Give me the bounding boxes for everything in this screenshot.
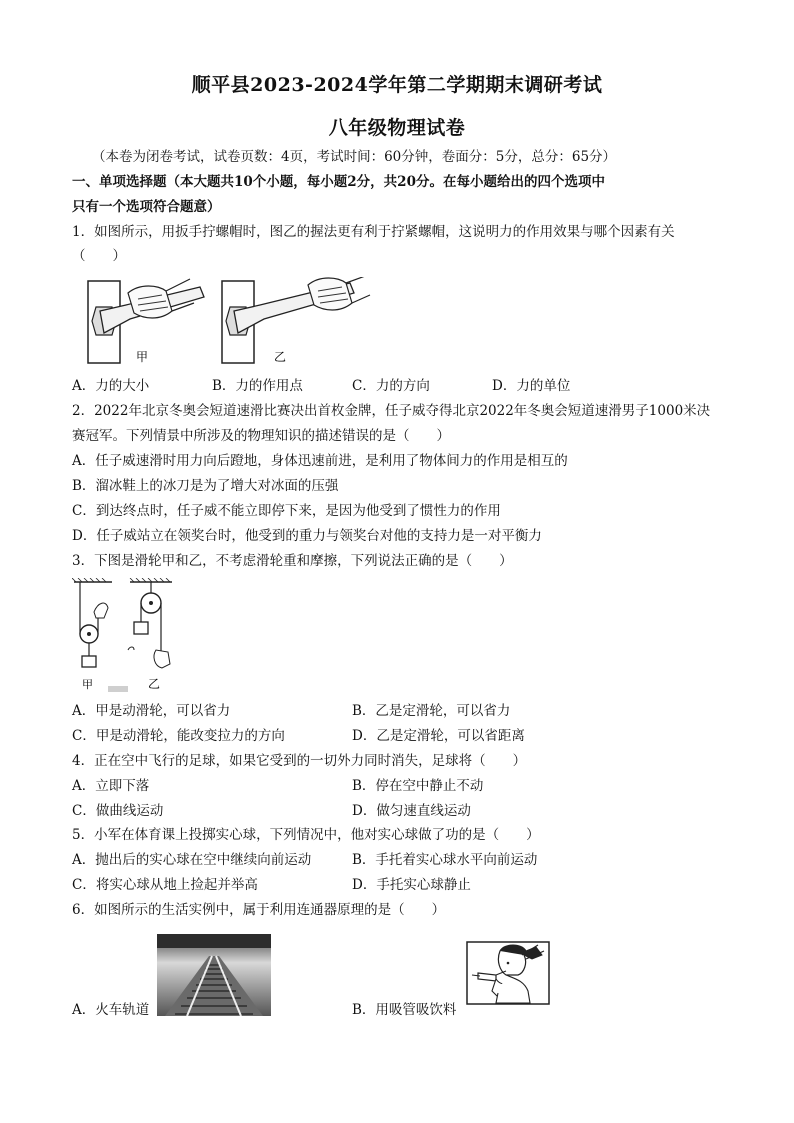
q3-option-b: B．乙是定滑轮，可以省力	[352, 703, 511, 719]
q3-pulley-figure	[72, 578, 192, 696]
q2-stem-line1: 2．2022年北京冬奥会短道速滑比赛决出首枚金牌，任子威夺得北京2022年冬奥会短道速滑男子1000米决	[72, 403, 711, 419]
q5-option-a: A．抛出后的实心球在空中继续向前运动	[72, 852, 312, 868]
q3-weight-yi	[134, 622, 148, 634]
q1-hand-jia	[128, 286, 172, 318]
q1-stem-line2: （ ）	[72, 248, 126, 264]
q4-option-a: A．立即下落	[72, 778, 150, 794]
q6-stem: 6．如图所示的生活实例中，属于利用连通器原理的是（ ）	[72, 902, 446, 918]
section-heading-line2: 只有一个选项符合题意）	[72, 199, 221, 215]
q3-stem: 3．下图是滑轮甲和乙，不考虑滑轮重和摩擦，下列说法正确的是（ ）	[72, 553, 513, 569]
q4-option-c: C．做曲线运动	[72, 803, 164, 819]
q1-option-c: C．力的方向	[352, 378, 430, 394]
q3-scan-mark	[108, 686, 128, 692]
q1-label-jia: 甲	[136, 350, 149, 364]
exam-subtitle: 八年级物理试卷	[328, 117, 466, 139]
q3-weight-jia	[82, 656, 96, 667]
q5-option-d: D．手托实心球静止	[352, 877, 471, 893]
q3-option-c: C．甲是动滑轮，能改变拉力的方向	[72, 728, 285, 744]
q3-label-yi: 乙	[148, 677, 161, 691]
q1-wrench-figure	[82, 277, 372, 372]
q3-hand-yi	[154, 650, 170, 668]
q5-stem: 5．小军在体育课上投掷实心球，下列情况中，他对实心球做了功的是（ ）	[72, 827, 540, 843]
q1-option-a: A．力的大小	[72, 378, 150, 394]
q4-stem: 4．正在空中飞行的足球，如果它受到的一切外力同时消失，足球将（ ）	[72, 753, 527, 769]
q1-option-b: B．力的作用点	[212, 378, 303, 394]
section-heading-line1: 一、单项选择题（本大题共10个小题，每小题2分，共20分。在每小题给出的四个选项中	[72, 174, 605, 190]
q1-stem-line1: 1．如图所示，用扳手拧螺帽时，图乙的握法更有利于拧紧螺帽，这说明力的作用效果与哪个因素有关	[72, 224, 675, 240]
q4-option-d: D．做匀速直线运动	[352, 803, 471, 819]
q3-option-a: A．甲是动滑轮，可以省力	[72, 703, 231, 719]
q2-option-c: C．到达终点时，任子威不能立即停下来，是因为他受到了惯性力的作用	[72, 503, 501, 519]
q2-option-b: B．溜冰鞋上的冰刀是为了增大对冰面的压强	[72, 478, 339, 494]
exam-title: 顺平县2023-2024学年第二学期期末调研考试	[191, 74, 603, 96]
q6-option-a: A．火车轨道	[72, 1002, 150, 1018]
q5-option-b: B．手托着实心球水平向前运动	[352, 852, 538, 868]
q5-option-c: C．将实心球从地上捡起并举高	[72, 877, 258, 893]
q2-stem-line2: 赛冠军。下列情景中所涉及的物理知识的描述错误的是（ ）	[72, 428, 450, 444]
q3-hand-jia	[94, 603, 108, 618]
q3-label-jia: 甲	[82, 678, 93, 691]
q2-option-a: A．任子威速滑时用力向后蹬地，身体迅速前进，是利用了物体间力的作用是相互的	[72, 453, 568, 469]
q1-label-yi: 乙	[274, 350, 287, 364]
q2-option-d: D．任子威站立在领奖台时，他受到的重力与领奖台对他的支持力是一对平衡力	[72, 528, 542, 544]
q6-railway-image	[157, 934, 271, 1016]
exam-info: （本卷为闭卷考试，试卷页数：4页，考试时间：60分钟，卷面分：5分，总分：65分）	[92, 149, 617, 165]
q6-option-b: B．用吸管吸饮料	[352, 1002, 457, 1018]
q1-option-d: D．力的单位	[492, 378, 571, 394]
q4-option-b: B．停在空中静止不动	[352, 778, 484, 794]
q3-option-d: D．乙是定滑轮，可以省距离	[352, 728, 525, 744]
q1-hand-yi	[308, 278, 352, 310]
q6-straw-drinking-image	[466, 941, 550, 1005]
